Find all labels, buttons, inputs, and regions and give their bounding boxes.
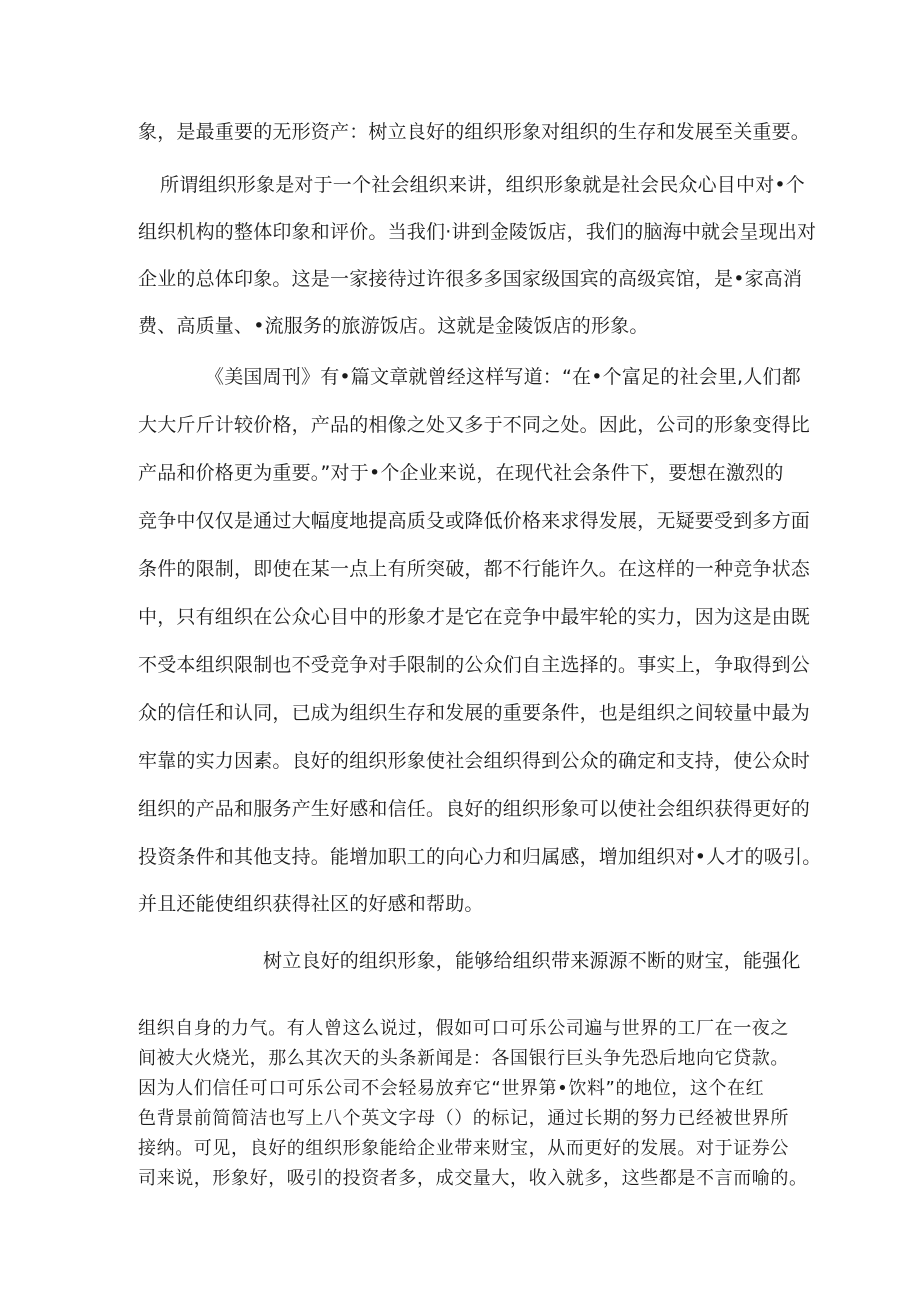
paragraph-line: 所谓组织形象是对于一个社会组织来讲，组织形象就是社会民众心目中对•个: [160, 174, 806, 196]
paragraph-line: 费、高质量、•流服务的旅游饭店。这就是金陵饭店的形象。: [138, 315, 649, 337]
paragraph-line: 组织自身的力气。有人曾这么说过，假如可口可乐公司遍与世界的工厂在一夜之: [138, 1018, 789, 1039]
paragraph-line: 间被大火烧光，那么其次天的头条新闻是：各国银行巨头争先恐后地向它贷款。: [138, 1048, 789, 1069]
paragraph-line: 企业的总体印象。这是一家接待过许很多多国家级国宾的高级宾馆，是•家高消: [138, 268, 803, 290]
paragraph-line: 牢靠的实力因素。良好的组织形象使社会组织得到公众的确定和支持，使公众时: [138, 750, 811, 772]
paragraph-line: 不受本组织限制也不受竞争对手限制的公众们自主选择的。事实上，争取得到公: [138, 654, 811, 676]
paragraph-line: 树立良好的组织形象，能够给组织带来源源不断的财宝，能强化: [263, 950, 801, 972]
paragraph-line: 组织机构的整体印象和评价。当我们·讲到金陵饭店，我们的脑海中就会呈现出对: [138, 221, 817, 243]
paragraph-line: 《美国周刊》有•篇文章就曾经这样写道：“在•个富足的社会里,人们都: [205, 366, 801, 388]
paragraph-line: 并且还能使组织获得社区的好感和帮助。: [138, 893, 484, 915]
paragraph-line: 组织的产品和服务产生好感和信任。良好的组织形象可以使社会组织获得更好的: [138, 798, 811, 820]
paragraph-line: 司来说，形象好，吸引的投资者多，成交量大，收入就多，这些都是不言而喻的。: [138, 1168, 808, 1189]
paragraph-line: 大大斤斤计较价格，产品的相像之处又多于不同之处。因此，公司的形象变得比: [138, 414, 811, 436]
paragraph-line: 接纳。可见，良好的组织形象能给企业带来财宝，从而更好的发展。对于证券公: [138, 1138, 789, 1159]
paragraph-line: 因为人们信任可口可乐公司不会轻易放弃它“世界第•饮料”的地位，这个在红: [138, 1078, 765, 1099]
paragraph-line: 产品和价格更为重要。”对于•个企业来说，在现代社会条件下，要想在激烈的: [138, 462, 784, 484]
paragraph-line: 投资条件和其他支持。能增加职工的向心力和归属感，增加组织对•人才的吸引。: [138, 846, 822, 868]
paragraph-line: 色背景前简简洁也写上八个英文字母（）的标记，通过长期的努力已经被世界所: [138, 1108, 789, 1129]
paragraph-line: 象，是最重要的无形资产：树立良好的组织形象对组织的生存和发展至关重要。: [138, 121, 811, 143]
paragraph-line: 中，只有组织在公众心目中的形象才是它在竞争中最牢轮的实力，因为这是由既: [138, 606, 811, 628]
paragraph-line: 条件的限制，即使在某一点上有所突破，都不行能许久。在这样的一种竞争状态: [138, 558, 811, 580]
paragraph-line: 竞争中仅仅是通过大幅度地提高质殳或降低价格来求得发展，无疑要受到多方面: [138, 510, 811, 532]
paragraph-line: 众的信任和认同，已成为组织生存和发展的重要条件，也是组织之间较量中最为: [138, 702, 811, 724]
